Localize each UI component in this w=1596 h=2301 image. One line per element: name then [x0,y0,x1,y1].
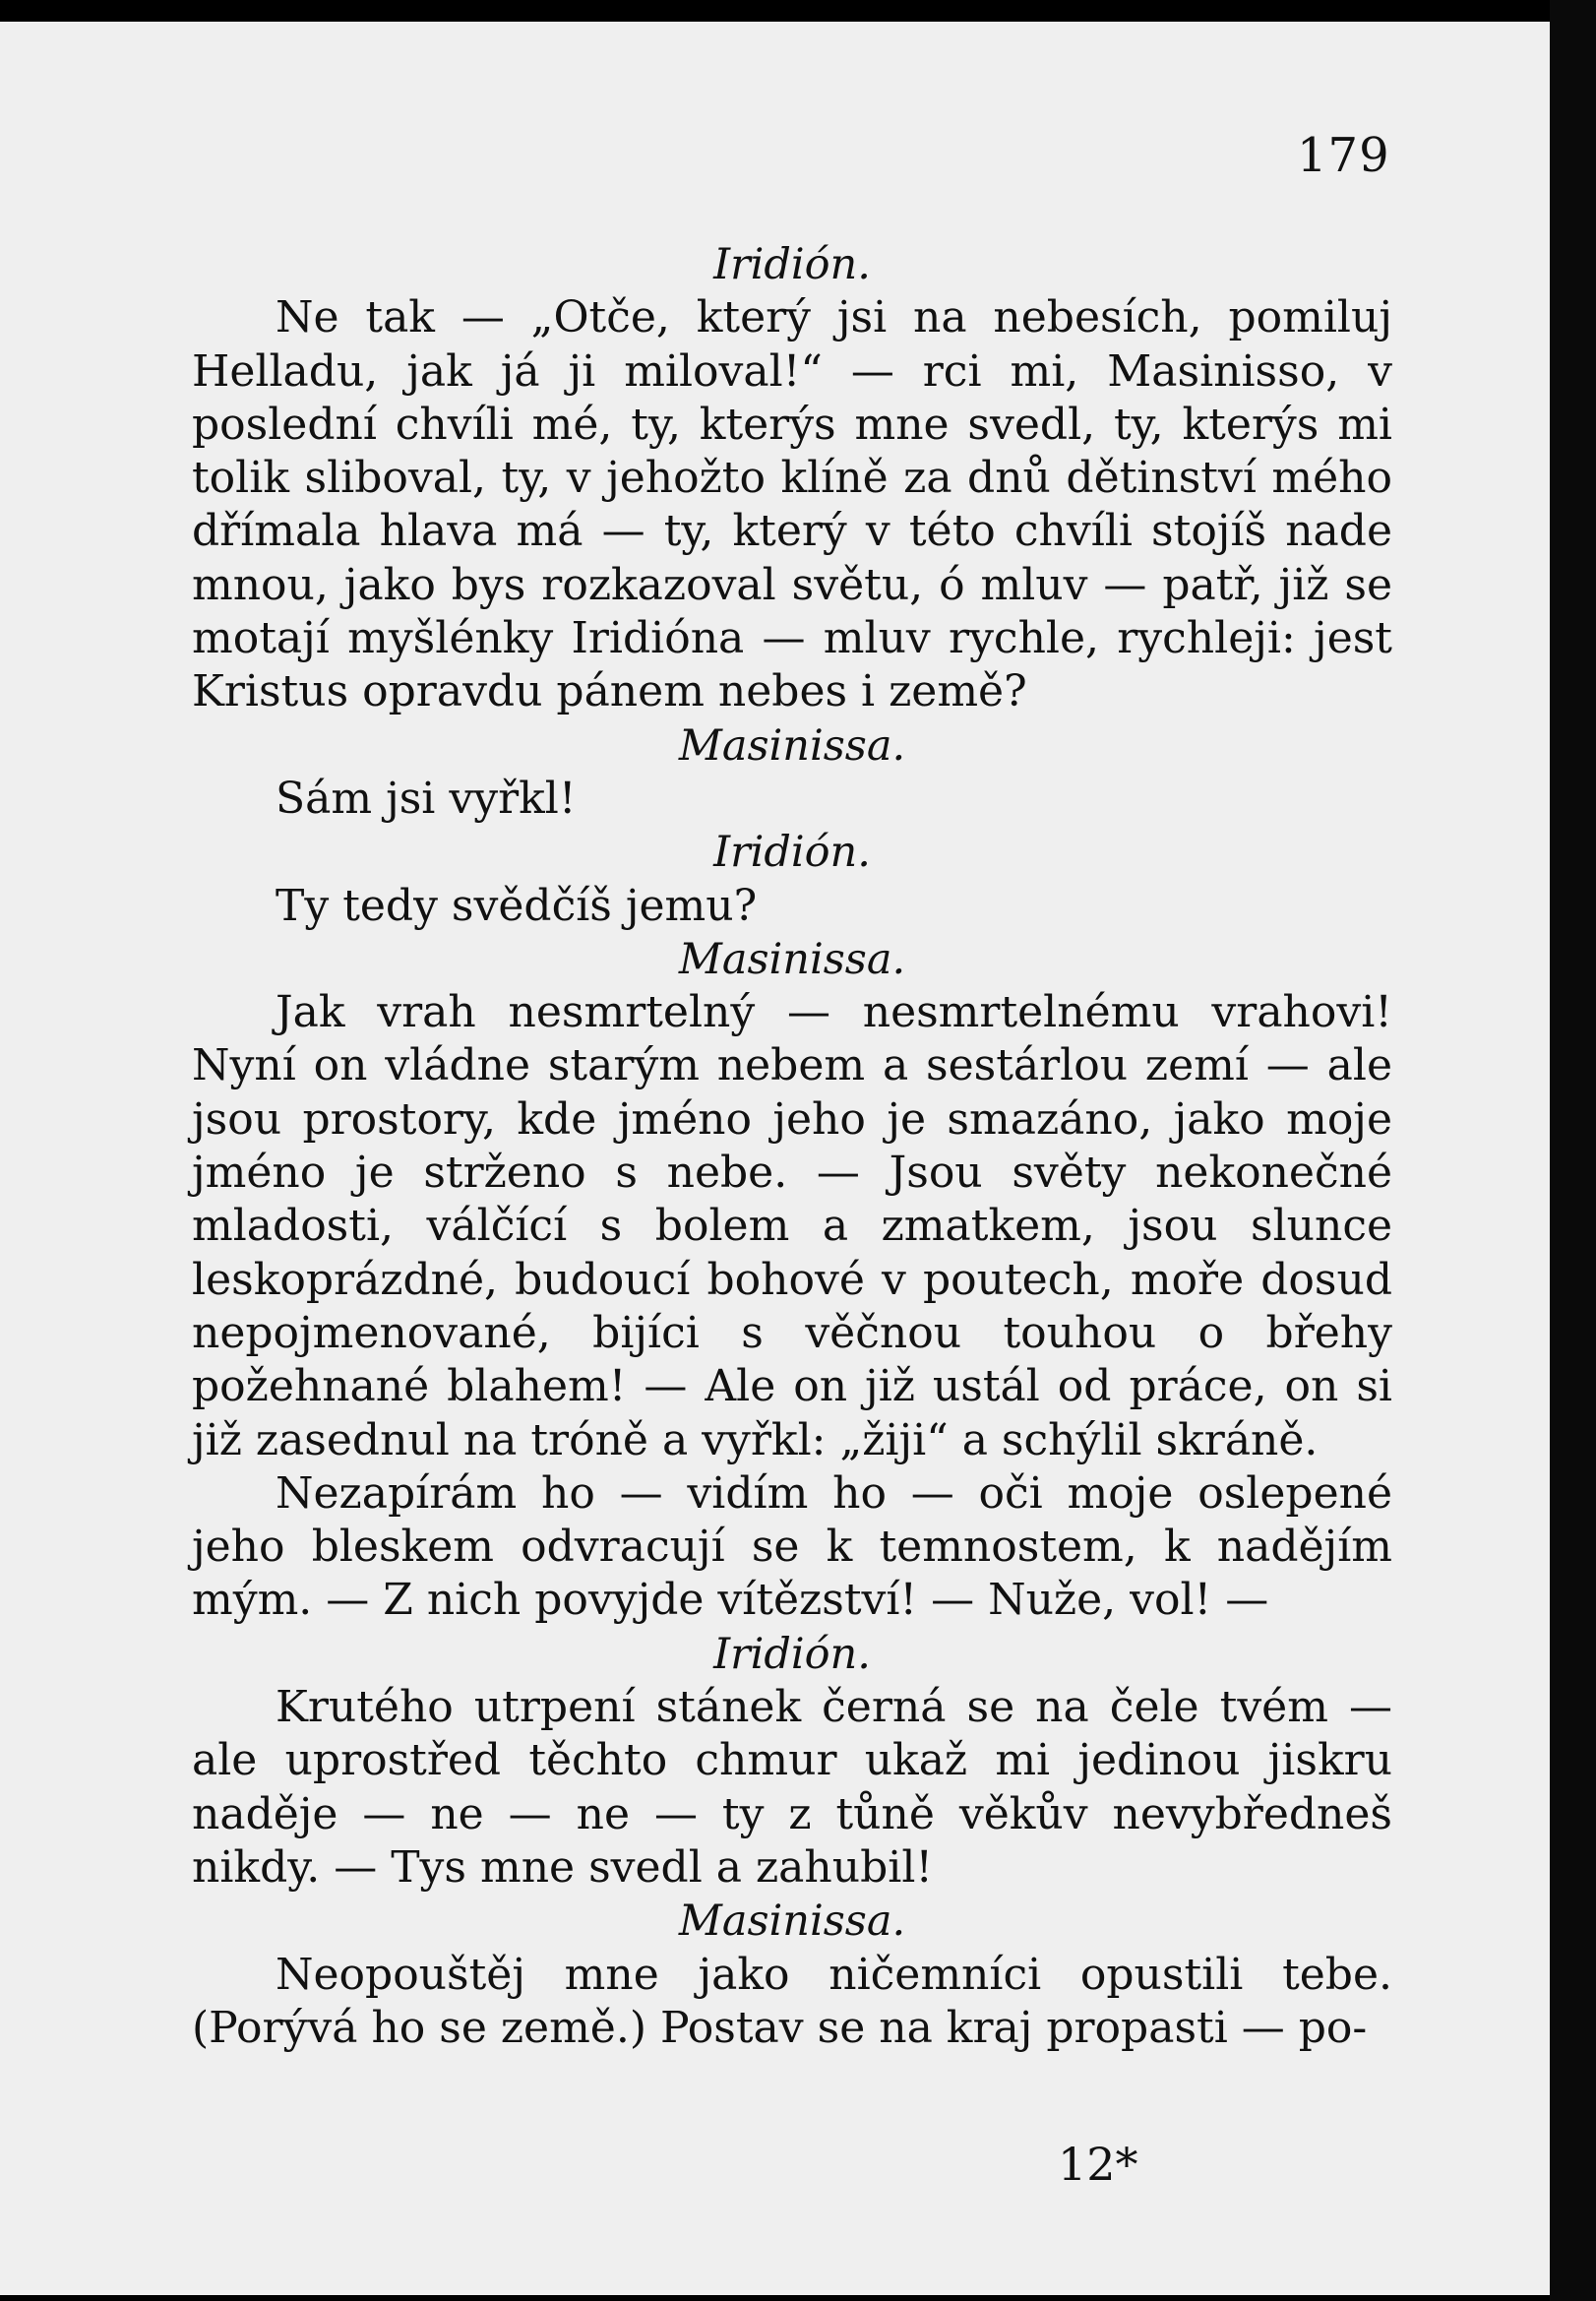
scan-edge [1550,0,1596,2301]
speaker-name: Iridión. [713,828,871,878]
speaker-name: Iridión. [713,240,871,289]
dialogue-paragraph: Krutého utrpení stánek černá se na čele tvém — ale uprostřed těchto chmur ukaž mi jedinou jiskru naděje — ne — ne — ty z tůně věkův nevybředneš nikdy. — Tys mne svedl a zahubil! [192,1682,1392,1893]
dialogue-paragraph: Sám jsi vyřkl! [276,773,577,824]
dialogue-paragraph: Neopouštěj mne jako ničemníci opustili tebe. (Porývá ho se země.) Postav se na kraj propasti — po- [192,1949,1392,2053]
page-number: 179 [1297,128,1390,183]
speaker-name: Masinissa. [678,934,906,984]
dialogue-text [192,238,1392,2055]
speaker-name: Iridión. [713,1629,871,1679]
dialogue-paragraph: Ne tak — „Otče, který jsi na nebesích, pomiluj Helladu, jak já ji miloval!“ — rci mi, Masinisso, v poslední chvíli mé, ty, kterýs mne svedl, ty, kterýs mi tolik sliboval, ty, v jehožto klíně za dnů dětinství mého dřímala hlava má — ty, který v této chvíli stojíš nade mnou, jako bys rozkazoval světu, ó mluv — patř, již se motají myšlénky Iridióna — mluv rychle, rychleji: jest Kristus opravdu pánem nebes i země? [192,292,1392,717]
printer-signature-mark: 12* [1058,2138,1138,2191]
speaker-name: Masinissa. [678,1897,906,1947]
speaker-name: Masinissa. [678,720,906,771]
dialogue-paragraph: Ty tedy svědčíš jemu? [276,880,758,931]
dialogue-paragraph: Jak vrah nesmrtelný — nesmrtelnému vrahovi! Nyní on vládne starým nebem a sestárlou zemí — ale jsou prostory, kde jméno jeho je smazáno, jako moje jméno je strženo s nebe. — Jsou světy nekonečné mladosti, válčící s bolem a zmatkem, jsou slunce leskoprázdné, budoucí bohové v poutech, moře dosud nepojmenované, bijíci s věčnou touhou o břehy požehnané blahem! — Ale on již ustál od práce, on si již zasednul na tróně a vyřkl: „žiji“ a schýlil skráně. [192,987,1392,1465]
book-page [0,22,1550,2295]
dialogue-paragraph: Nezapírám ho — vidím ho — oči moje oslepené jeho bleskem odvracují se k temnostem, k nadějím mým. — Z nich povyjde vítězství! — Nuže, vol! — [192,1467,1392,1626]
